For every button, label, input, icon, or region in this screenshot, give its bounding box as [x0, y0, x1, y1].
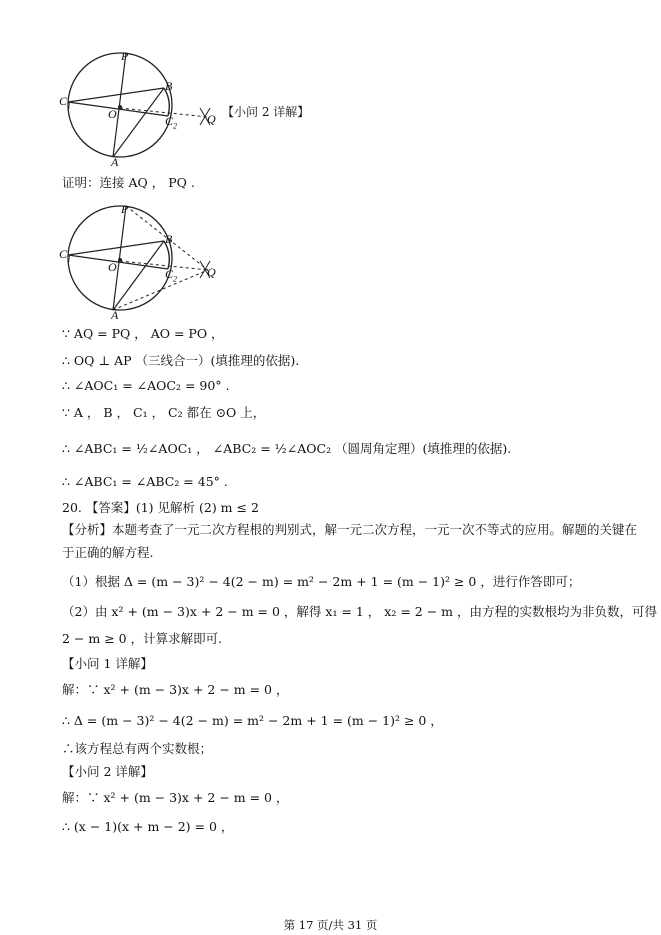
figure-circle-2 — [60, 198, 260, 323]
label-C2: $C_2$ — [165, 114, 178, 131]
page-footer: 第 17 页/共 31 页 — [283, 918, 378, 932]
proof-step-3: ∴ ∠AOC₁ = ∠AOC₂ = 90° . — [62, 378, 230, 393]
q20-part2: （2）由 x² + (m − 3)x + 2 − m = 0 ，解得 x₁ = 1 ， x₂ = 2 − m ，由方程的实数根均为非负数，可得 — [62, 604, 657, 619]
q20-sub1-line1: 解：∵ x² + (m − 3)x + 2 − m = 0 ， — [62, 682, 289, 697]
proof-step-2: ∴ OQ ⊥ AP （三线合一）(填推理的依据). — [62, 353, 300, 368]
proof-step-6: ∴ ∠ABC₁ = ∠ABC₂ = 45° . — [62, 474, 228, 489]
label-A: A — [111, 155, 119, 169]
q20-sub2-heading: 【小问 2 详解】 — [62, 764, 153, 779]
q20-analysis-2: 于正确的解方程. — [62, 545, 154, 560]
label-B: B — [165, 79, 173, 93]
label-P: P — [121, 49, 129, 63]
line-C1B — [68, 241, 164, 255]
label-P: P — [121, 202, 129, 216]
label-A: A — [111, 308, 119, 322]
q20-part1: （1）根据 Δ = (m − 3)² − 4(2 − m) = m² − 2m + 1 = (m − 1)² ≥ 0 ，进行作答即可； — [62, 574, 581, 589]
proof-step-5: ∴ ∠ABC₁ = ½∠AOC₁ ， ∠ABC₂ = ½∠AOC₂ （圆周角定理）(填推理的依据). — [62, 441, 512, 456]
proof-step-1: ∵ AQ = PQ ， AO = PO ， — [62, 326, 224, 341]
q20-sub2-line1: 解：∵ x² + (m − 3)x + 2 − m = 0 ， — [62, 790, 289, 805]
q20-part2b: 2 − m ≥ 0 ，计算求解即可. — [62, 631, 223, 646]
proof-intro: 证明：连接 AQ ， PQ . — [62, 175, 195, 190]
line-C1B — [68, 88, 164, 102]
label-Q: Q — [207, 265, 216, 279]
proof-step-4: ∵ A ， B ， C₁ ， C₂ 都在 ⊙O 上， — [62, 405, 266, 420]
label-O: O — [108, 107, 117, 121]
label-C1: $C_1$ — [59, 247, 72, 264]
label-C2: $C_2$ — [165, 267, 178, 284]
label-B: B — [165, 232, 173, 246]
q20-sub1-line3: ∴该方程总有两个实数根； — [62, 741, 213, 756]
q20-analysis-1: 【分析】本题考查了一元二次方程根的判别式，解一元二次方程，一元一次不等式的应用。解题的关键在 — [62, 522, 638, 537]
label-C1: $C_1$ — [59, 94, 72, 111]
note-sub2-detail: 【小问 2 详解】 — [222, 105, 310, 119]
q20-sub1-line2: ∴ Δ = (m − 3)² − 4(2 − m) = m² − 2m + 1 = (m − 1)² ≥ 0 ， — [62, 713, 443, 728]
label-Q: Q — [207, 112, 216, 126]
center-dot — [118, 258, 122, 262]
label-O: O — [108, 260, 117, 274]
q20-sub1-heading: 【小问 1 详解】 — [62, 656, 153, 671]
q20-answer: 20. 【答案】(1) 见解析 (2) m ≤ 2 — [62, 500, 259, 515]
center-dot — [118, 105, 122, 109]
q20-sub2-line2: ∴ (x − 1)(x + m − 2) = 0 ， — [62, 819, 234, 834]
